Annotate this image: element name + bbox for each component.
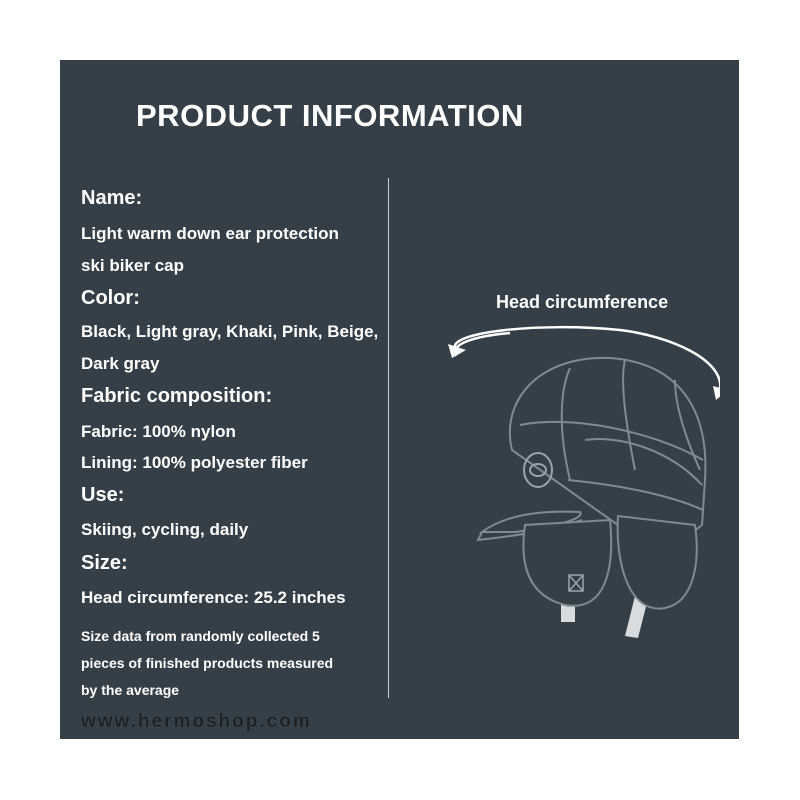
name-value-line-2: ski biker cap (81, 256, 185, 275)
page-title: PRODUCT INFORMATION (136, 98, 524, 133)
size-note-line-1: Size data from randomly collected 5 (81, 628, 320, 644)
fabric-label: Fabric composition: (81, 385, 273, 407)
watermark: www.hermoshop.com (81, 711, 312, 732)
size-value-line-1: Head circumference: 25.2 inches (81, 588, 346, 607)
column-divider (388, 178, 389, 698)
fabric-value-line-2: Lining: 100% polyester fiber (81, 453, 308, 472)
head-circumference-label: Head circumference (496, 292, 669, 312)
right-ear-flap (618, 516, 697, 609)
name-label: Name: (81, 187, 143, 209)
cap-illustration (420, 320, 720, 650)
name-value-line-1: Light warm down ear protection (81, 224, 339, 243)
use-value-line-1: Skiing, cycling, daily (81, 520, 249, 539)
product-info-panel (60, 60, 739, 739)
size-label: Size: (81, 552, 128, 574)
fabric-value-line-1: Fabric: 100% nylon (81, 422, 236, 441)
left-ear-flap (523, 520, 611, 606)
color-value-line-2: Dark gray (81, 354, 160, 373)
size-note-line-2: pieces of finished products measured (81, 655, 334, 671)
color-value-line-1: Black, Light gray, Khaki, Pink, Beige, (81, 322, 379, 341)
use-label: Use: (81, 484, 125, 506)
color-label: Color: (81, 287, 140, 309)
size-note-line-3: by the average (81, 682, 180, 698)
